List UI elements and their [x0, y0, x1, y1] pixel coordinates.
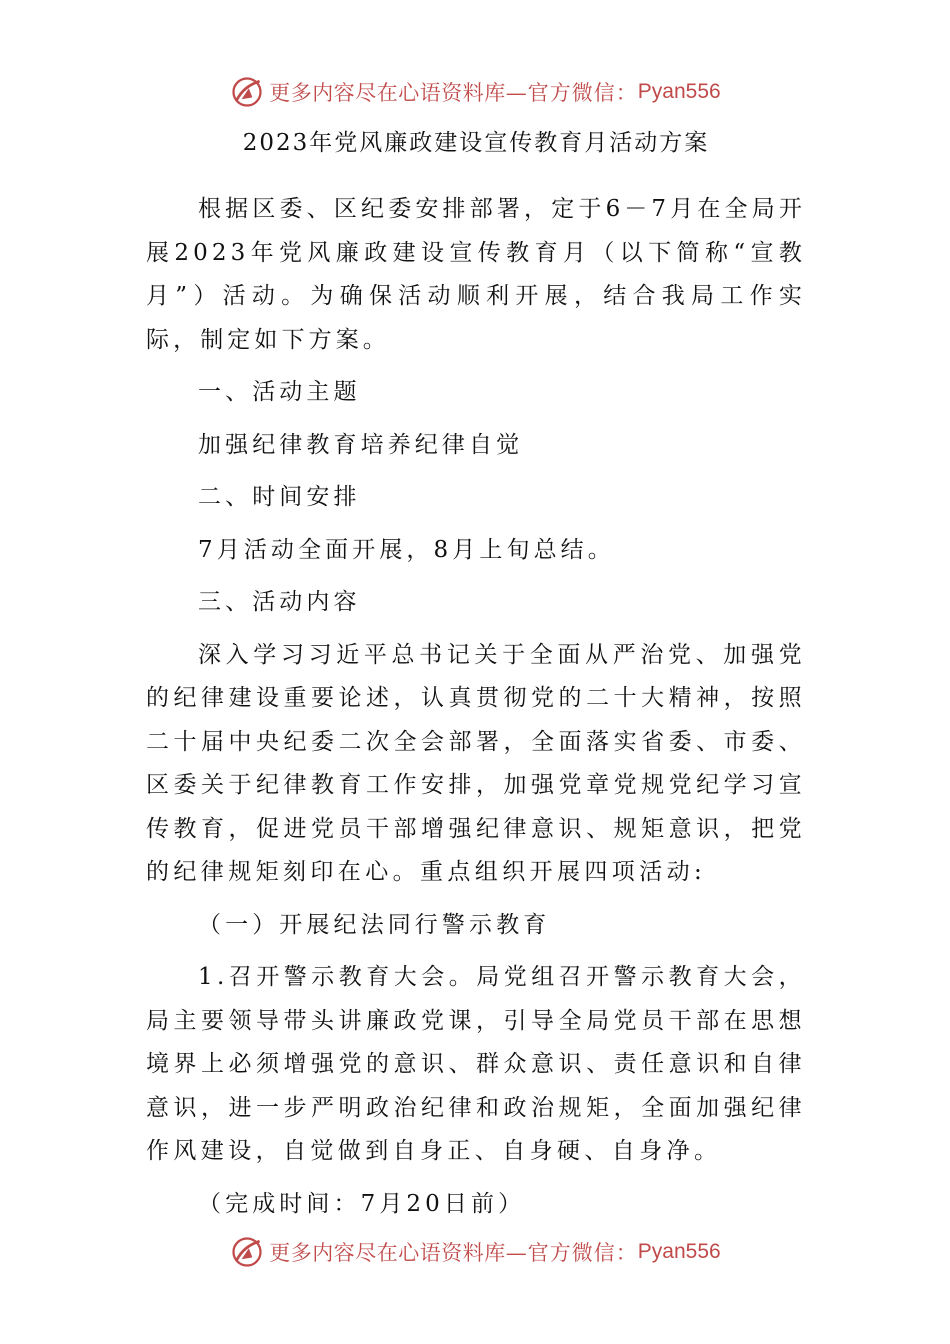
watermark-footer: [0, 1232, 950, 1272]
paragraph-schedule: 7月活动全面开展，8月上旬总结。: [198, 536, 615, 563]
watermark-label: —官方微信：: [505, 1241, 638, 1265]
watermark-text: 更多内容尽在心语资料库: [269, 1241, 506, 1265]
watermark-label: —官方微信：: [505, 81, 638, 105]
paragraph-theme: 加强纪律教育培养纪律自觉: [198, 431, 524, 458]
brand-logo-icon: [229, 74, 265, 110]
paragraph-content: 深入学习习近平总书记关于全面从严治党、加强党的纪律建设重要论述，认真贯彻党的二十大精神，按照二十届中央纪委二次全会部署，全面落实省委、市委、区委关于纪律教育工作安排，加强党章党规党纪学习宣传教育，促进党员干部增强纪律意识、规矩意识，把党的纪律规矩刻印在心。重点组织开展四项活动:: [146, 641, 806, 885]
paragraph-intro: 根据区委、区纪委安排部署，定于6－7月在全局开展2023年党风廉政建设宣传教育月（以下简称“宣教月”）活动。为确保活动顺利开展，结合我局工作实际，制定如下方案。: [146, 196, 806, 353]
watermark-id: Pyan556: [637, 1240, 721, 1263]
heading-content: 三、活动内容: [198, 589, 361, 615]
watermark-text: 更多内容尽在心语资料库: [269, 81, 506, 105]
brand-logo-icon: [229, 1234, 265, 1270]
paragraph-deadline: （完成时间：7月20日前）: [198, 1190, 526, 1217]
heading-theme: 一、活动主题: [198, 379, 361, 405]
heading-schedule: 二、时间安排: [198, 484, 361, 510]
paragraph-item-1: 1.召开警示教育大会。局党组召开警示教育大会，局主要领导带头讲廉政党课，引导全局党员干部在思想境界上必须增强党的意识、群众意识、责任意识和自律意识，进一步严明政治纪律和政治规矩，全面加强纪律作风建设，自觉做到自身正、自身硬、自身净。: [146, 964, 806, 1164]
watermark-id: Pyan556: [637, 80, 721, 103]
subheading-warning-education: （一）开展纪法同行警示教育: [198, 911, 551, 938]
document-body: [146, 120, 806, 1235]
document-title: 2023年党风廉政建设宣传教育月活动方案: [242, 130, 710, 156]
watermark-header: [0, 72, 950, 112]
